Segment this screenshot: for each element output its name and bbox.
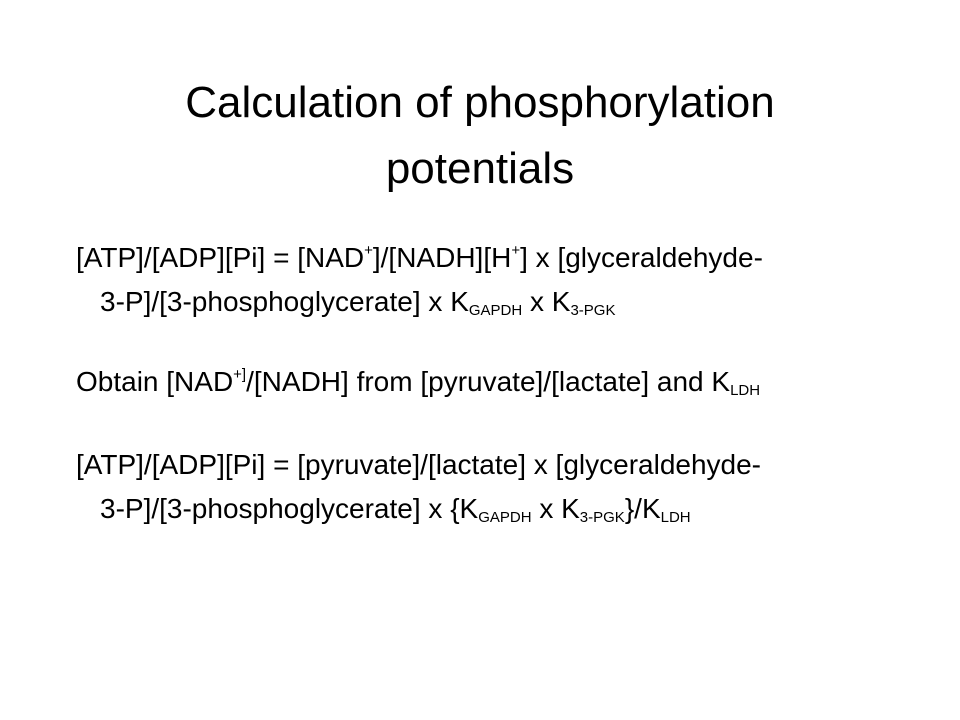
statement-line: Obtain [NAD+]/[NADH] from [pyruvate]/[lactate] and $K_{LDH}$ — [76, 366, 761, 399]
equation-nad-ratio — [76, 236, 896, 324]
title-line-1: Calculation of phosphorylation — [185, 78, 775, 127]
slide-title — [60, 70, 900, 202]
equation-line: 3-P]/[3-phosphoglycerate] x $K_{GAPDH}$ x $K_{3-PGK}$ — [100, 286, 616, 319]
equation-pyruvate-lactate — [76, 443, 896, 531]
equation-line: [ATP]/[ADP][Pi] = [pyruvate]/[lactate] x [glyceraldehyde- — [76, 449, 762, 480]
equation-line: 3-P]/[3-phosphoglycerate] x {$K_{GAPDH}$ x $K_{3-PGK}\}/K_{LDH}$ — [100, 493, 691, 526]
title-line-2: potentials — [385, 144, 575, 193]
obtain-nad-statement — [76, 360, 896, 404]
equation-line: [ATP]/[ADP][Pi] = [NAD+]/[NADH][H+] x [glyceraldehyde- — [76, 242, 763, 273]
